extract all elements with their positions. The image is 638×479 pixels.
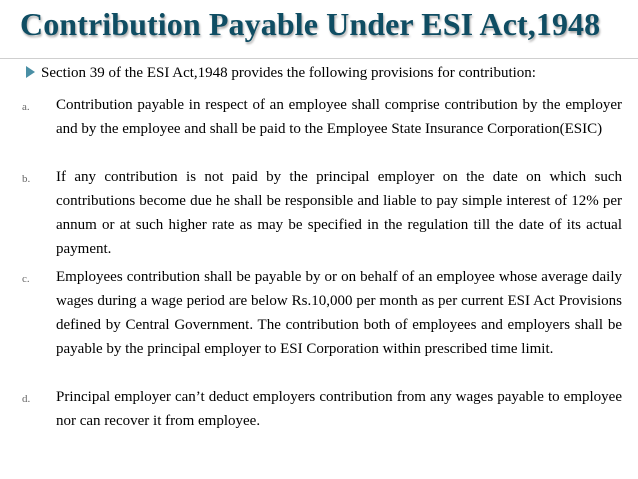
list-marker: d. bbox=[22, 393, 31, 405]
intro-bullet bbox=[26, 63, 626, 83]
right-arrow-bullet-icon bbox=[26, 66, 35, 78]
list-item-text: Contribution payable in respect of an employee shall comprise contribution by the employer and by the employee and shall be paid to the Employee State Insurance Corporation(ESIC) bbox=[56, 97, 622, 137]
list-item-text: Principal employer can’t deduct employers contribution from any wages payable to employee nor can recover it from employee. bbox=[56, 389, 622, 429]
list-item-text: Employees contribution shall be payable by or on behalf of an employee whose average daily wages during a wage period are below Rs.10,000 per month as per current ESI Act Provisions defined by Central Government. The contribution both of employees and employers shall be payable by the principal employer to ESI Corporation within prescribed time limit. bbox=[56, 269, 622, 357]
list-marker: c. bbox=[22, 273, 30, 285]
list-item-text: If any contribution is not paid by the principal employer on the date on which such contributions become due he shall be responsible and liable to pay simple interest of 12% per annum or at such higher rate as may be specified in the regulation till the date of its actual payment. bbox=[56, 169, 622, 257]
list-marker: b. bbox=[22, 173, 31, 185]
list-marker: a. bbox=[22, 101, 30, 113]
title-divider bbox=[0, 52, 638, 59]
slide-title: Contribution Payable Under ESI Act,1948 bbox=[20, 6, 601, 42]
intro-text: Section 39 of the ESI Act,1948 provides the following provisions for contribution: bbox=[41, 65, 536, 81]
